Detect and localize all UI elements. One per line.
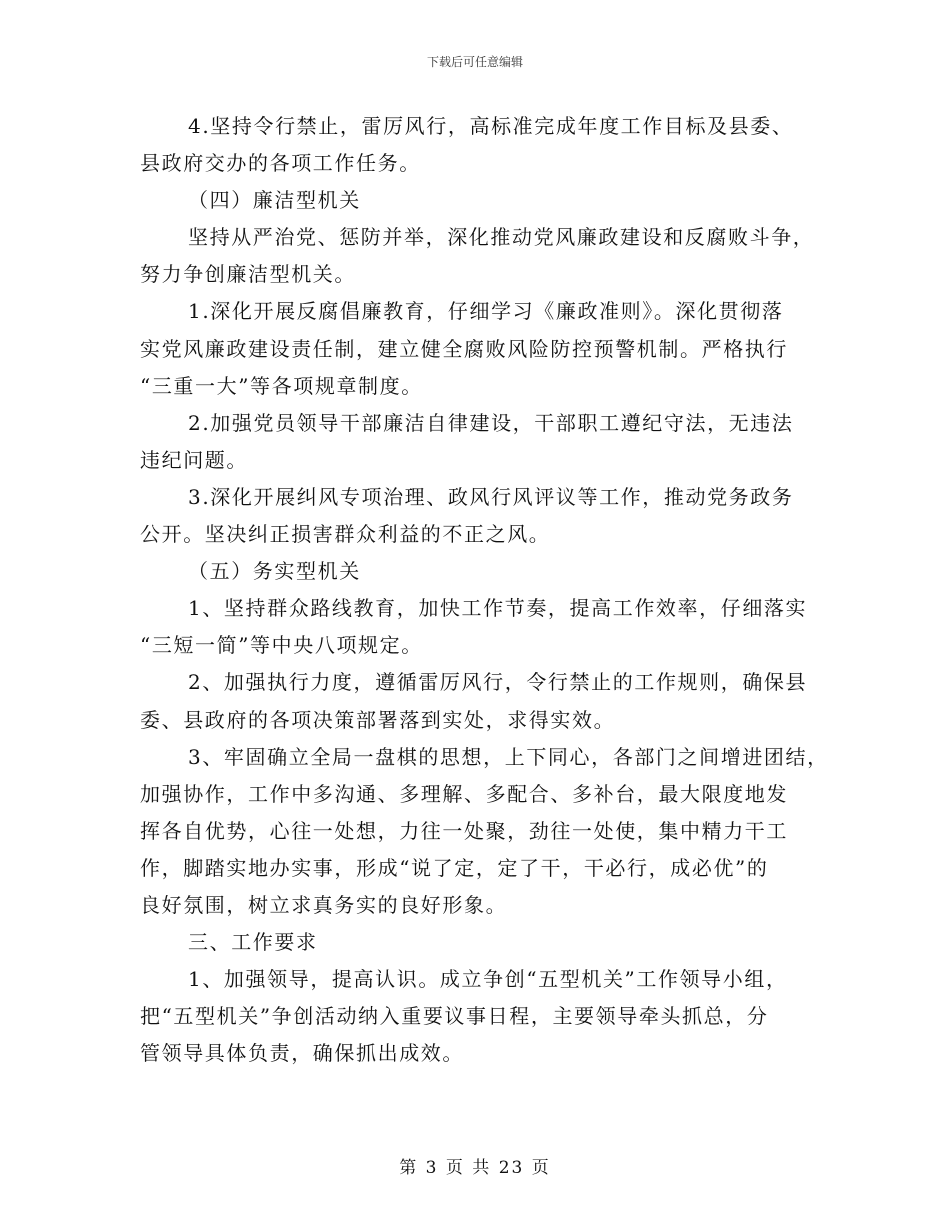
- paragraph-line: 违纪问题。: [140, 447, 248, 472]
- paragraph-line: 公开。坚决纠正损害群众利益的不正之风。: [140, 522, 551, 547]
- paragraph-line: 3、牢固确立全局一盘棋的思想，上下同心，各部门之间增进团结，: [188, 744, 829, 769]
- paragraph-line: 1、加强领导，提高认识。成立争创“五型机关”工作领导小组，: [188, 967, 788, 992]
- paragraph-line: 挥各自优势，心往一处想，力往一处聚，劲往一处使，集中精力干工: [140, 818, 788, 843]
- paragraph-line: 实党风廉政建设责任制，建立健全腐败风险防控预警机制。严格执行: [140, 336, 788, 361]
- paragraph-line: 4.坚持令行禁止，雷厉风行，高标准完成年度工作目标及县委、: [188, 114, 794, 138]
- paragraph-line: “三短一简”等中央八项规定。: [140, 633, 423, 658]
- page-header: 下载后可任意编辑: [426, 55, 523, 69]
- paragraph-line: 坚持从严治党、惩防并举，深化推动党风廉政建设和反腐败斗争，: [188, 225, 815, 250]
- paragraph-line: 2.加强党员领导干部廉洁自律建设，干部职工遵纪守法，无违法: [188, 410, 794, 435]
- section-heading: （五）务实型机关: [188, 559, 361, 584]
- paragraph-line: 作，脚踏实地办实事，形成“说了定，定了干，干必行，成必优”的: [140, 855, 769, 880]
- paragraph-line: 加强协作，工作中多沟通、多理解、多配合、多补台，最大限度地发: [140, 781, 788, 806]
- paragraph-line: 委、县政府的各项决策部署落到实处，求得实效。: [140, 707, 616, 732]
- paragraph-line: 3.深化开展纠风专项治理、政风行风评议等工作，推动党务政务: [188, 484, 794, 509]
- paragraph-line: 1.深化开展反腐倡廉教育，仔细学习《廉政准则》。深化贯彻落: [188, 299, 784, 324]
- document-body: [140, 108, 829, 1072]
- section-heading: 三、工作要求: [188, 930, 318, 955]
- paragraph-line: 1、坚持群众路线教育，加快工作节奏，提高工作效率，仔细落实: [188, 596, 808, 621]
- paragraph-line: “三重一大”等各项规章制度。: [140, 373, 423, 398]
- paragraph-line: 县政府交办的各项工作任务。: [140, 151, 421, 176]
- paragraph-line: 努力争创廉洁型机关。: [140, 262, 356, 287]
- page-footer: 第 3 页 共 23 页: [399, 1158, 551, 1178]
- paragraph-line: 2、加强执行力度，遵循雷厉风行，令行禁止的工作规则，确保县: [188, 670, 808, 695]
- section-heading: （四）廉洁型机关: [188, 188, 361, 213]
- paragraph-line: 把“五型机关”争创活动纳入重要议事日程，主要领导牵头抓总，分: [140, 1004, 769, 1029]
- paragraph-line: 良好氛围，树立求真务实的良好形象。: [140, 892, 508, 917]
- paragraph-line: 管领导具体负责，确保抓出成效。: [140, 1041, 464, 1066]
